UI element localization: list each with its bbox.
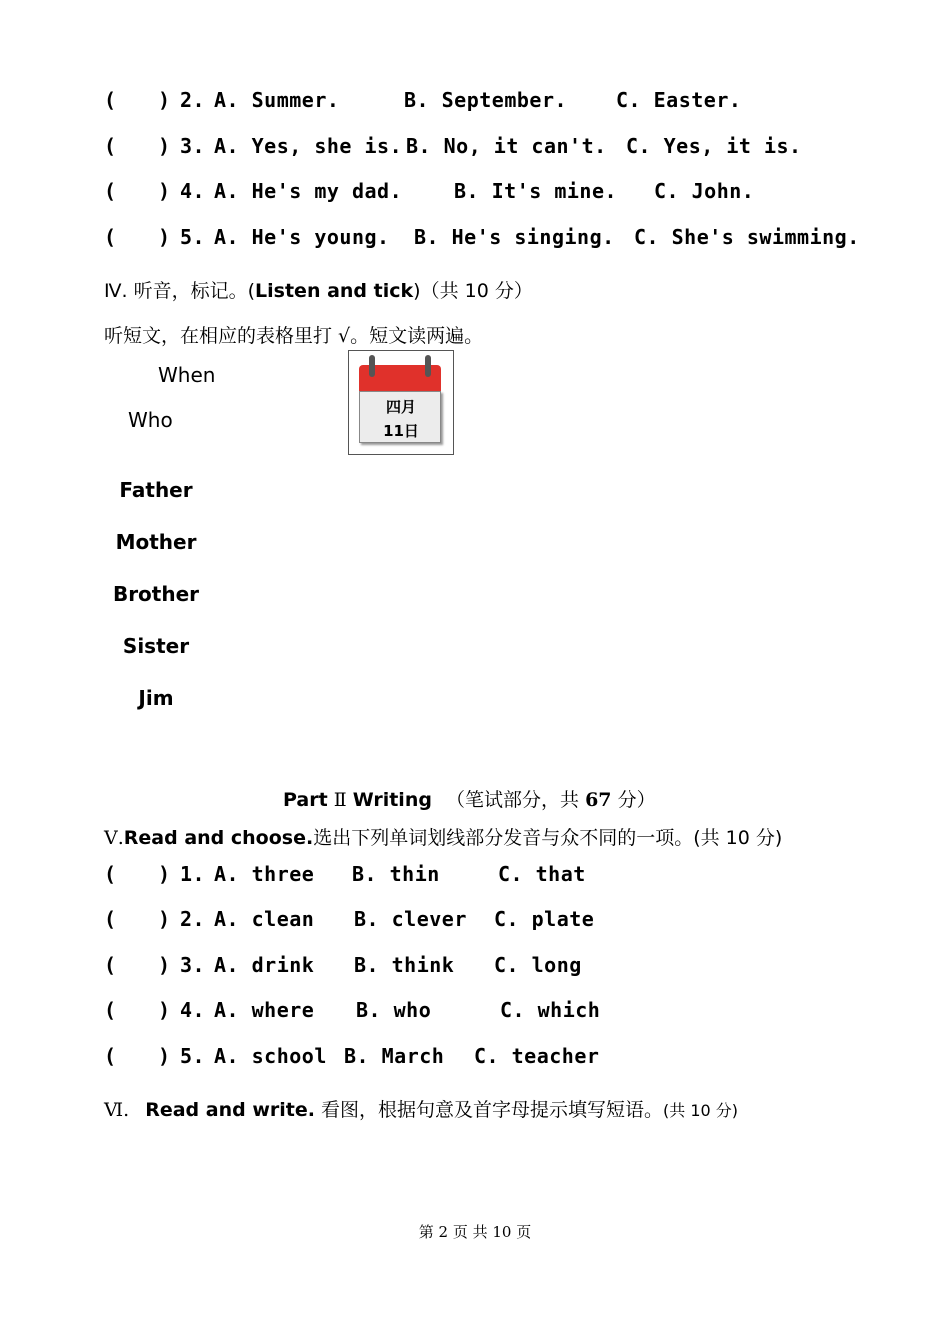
calendar-header [359, 365, 441, 391]
option-b: B. thin [352, 862, 440, 886]
answer-paren-close: ) [158, 1044, 171, 1068]
part-2-heading [283, 785, 656, 812]
answer-paren-close: ) [158, 225, 171, 249]
section-6-heading [104, 1095, 738, 1122]
section-4-instruction: 听短文，在相应的表格里打 √。短文读两遍。 [104, 325, 484, 347]
question-number: 2. [180, 907, 206, 931]
calendar-page [359, 391, 441, 443]
section-title-tail: (共 10 分) [663, 1101, 739, 1120]
when-label: When [158, 363, 216, 387]
option-c: C. Yes, it is. [626, 134, 802, 158]
question-number: 3. [180, 134, 206, 158]
answer-paren-close: ) [158, 998, 171, 1022]
answer-paren-open: ( [104, 134, 117, 158]
question-number: 5. [180, 225, 206, 249]
page-footer: 第 2 页 共 10 页 [418, 1223, 532, 1241]
option-b: B. No, it can't. [406, 134, 607, 158]
question-number: 1. [180, 862, 206, 886]
option-a: A. He's my dad. [214, 179, 403, 203]
person-jim: Jim [138, 686, 174, 710]
answer-paren-close: ) [158, 907, 171, 931]
section-title-cn: 听音，标记。( [133, 280, 256, 302]
answer-paren-open: ( [104, 225, 117, 249]
person-brother: Brother [112, 582, 200, 606]
section-numeral: Ⅵ. [104, 1099, 130, 1121]
part-score: 67 [585, 789, 612, 811]
section-numeral: Ⅴ. [104, 827, 124, 849]
option-b: B. clever [354, 907, 467, 931]
part-score-tail: 分） [617, 789, 656, 811]
option-c: C. Easter. [616, 88, 742, 112]
option-a: A. Yes, she is. [214, 134, 403, 158]
section-title-en: Listen and tick [255, 280, 414, 302]
option-b: B. who [356, 998, 432, 1022]
section-title-cn: 看图，根据句意及首字母提示填写短语。 [321, 1099, 664, 1121]
section-4-heading [104, 276, 533, 303]
calendar-month: 四月 [385, 398, 416, 416]
section-title-en: Read and choose. [123, 827, 314, 849]
option-b: B. think [354, 953, 455, 977]
option-b: B. He's singing. [414, 225, 615, 249]
calendar-day: 11日 [383, 422, 419, 440]
option-a: A. drink [214, 953, 315, 977]
option-a: A. school [214, 1044, 327, 1068]
answer-paren-close: ) [158, 134, 171, 158]
option-a: A. Summer. [214, 88, 340, 112]
answer-paren-open: ( [104, 998, 117, 1022]
option-c: C. John. [654, 179, 755, 203]
question-number: 4. [180, 998, 206, 1022]
option-a: A. three [214, 862, 315, 886]
person-sister: Sister [122, 634, 190, 658]
option-a: A. He's young. [214, 225, 390, 249]
option-b: B. March [344, 1044, 445, 1068]
answer-paren-open: ( [104, 88, 117, 112]
section-title-cn: 选出下列单词划线部分发音与众不同的一项。(共 10 分) [313, 827, 783, 849]
calendar-image [348, 350, 454, 455]
option-c: C. that [498, 862, 586, 886]
option-b: B. September. [404, 88, 568, 112]
option-c: C. long [494, 953, 582, 977]
part-subtitle: （笔试部分，共 [446, 789, 580, 811]
answer-paren-open: ( [104, 953, 117, 977]
answer-paren-close: ) [158, 862, 171, 886]
option-c: C. She's swimming. [634, 225, 860, 249]
who-label: Who [128, 408, 173, 432]
calendar-ring [425, 355, 431, 377]
part-title: Writing [352, 789, 432, 811]
person-mother: Mother [115, 530, 197, 554]
option-a: A. where [214, 998, 315, 1022]
question-number: 3. [180, 953, 206, 977]
answer-paren-open: ( [104, 1044, 117, 1068]
section-numeral: Ⅳ. [104, 280, 128, 302]
question-number: 2. [180, 88, 206, 112]
option-b: B. It's mine. [454, 179, 618, 203]
person-father: Father [119, 478, 193, 502]
section-5-heading [104, 823, 782, 850]
calendar-ring [369, 355, 375, 377]
option-a: A. clean [214, 907, 315, 931]
option-c: C. plate [494, 907, 595, 931]
part-label: Part [283, 789, 328, 811]
answer-paren-open: ( [104, 907, 117, 931]
question-number: 4. [180, 179, 206, 203]
option-c: C. teacher [474, 1044, 600, 1068]
option-c: C. which [500, 998, 601, 1022]
answer-paren-close: ) [158, 88, 171, 112]
answer-paren-close: ) [158, 179, 171, 203]
answer-paren-open: ( [104, 179, 117, 203]
question-number: 5. [180, 1044, 206, 1068]
answer-paren-close: ) [158, 953, 171, 977]
section-title-tail: )（共 10 分） [413, 280, 533, 302]
section-title-en: Read and write. [145, 1099, 315, 1121]
part-numeral: Ⅱ [333, 789, 347, 811]
answer-paren-open: ( [104, 862, 117, 886]
